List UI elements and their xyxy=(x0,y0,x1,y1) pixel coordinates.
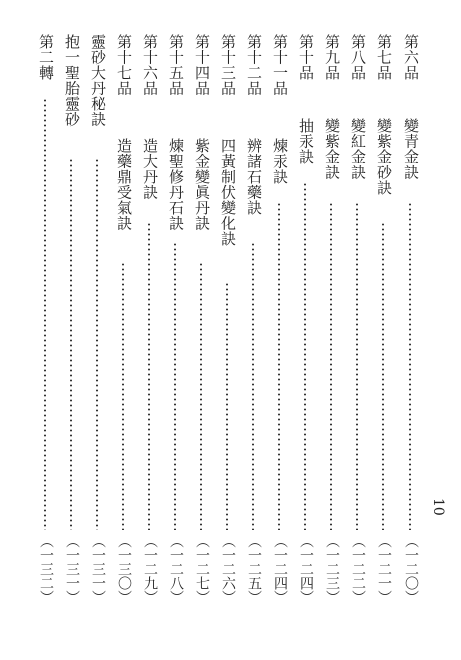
entry-page: （一二〇） xyxy=(403,534,419,604)
dot-leader xyxy=(174,242,176,530)
entry-title: 煉聖修丹石訣 xyxy=(167,138,185,231)
dot-leader xyxy=(382,222,384,530)
entry-title: 第二轉 xyxy=(37,34,55,81)
entry-heading: 第十三品 xyxy=(219,34,237,96)
entry-title: 紫金變眞丹訣 xyxy=(193,138,211,231)
entry-heading: 第十六品 xyxy=(141,34,159,96)
dot-leader xyxy=(278,202,280,530)
dot-leader xyxy=(226,282,228,530)
dot-leader xyxy=(304,182,306,530)
entry-title: 造大丹訣 xyxy=(141,138,159,200)
entry-heading: 第七品 xyxy=(375,34,393,81)
entry-page: （一二五） xyxy=(246,534,262,604)
entry-page: （一二九） xyxy=(142,534,158,604)
entry-heading: 第十一品 xyxy=(271,34,289,96)
entry-page: （一三一） xyxy=(90,534,106,604)
entry-page: （一二四） xyxy=(298,534,314,604)
entry-title: 靈砂大丹秘訣 xyxy=(89,34,107,127)
dot-leader xyxy=(148,222,150,530)
dot-leader xyxy=(330,202,332,530)
dot-leader xyxy=(96,158,98,530)
dot-leader xyxy=(122,262,124,530)
entry-heading: 第十四品 xyxy=(193,34,211,96)
entry-title: 變紅金訣 xyxy=(349,118,367,180)
entry-heading: 第十七品 xyxy=(115,34,133,96)
entry-title: 抱一聖胎靈砂 xyxy=(63,34,81,127)
entry-page: （一二七） xyxy=(194,534,210,604)
entry-page: （一二二） xyxy=(350,534,366,604)
entry-page: （一二一） xyxy=(376,534,392,604)
entry-page: （一三一） xyxy=(64,534,80,604)
dot-leader xyxy=(200,262,202,530)
entry-title: 造藥鼎受氣訣 xyxy=(115,138,133,231)
dot-leader xyxy=(409,202,411,530)
entry-title: 變紫金砂訣 xyxy=(375,118,393,196)
entry-page: （一二八） xyxy=(168,534,184,604)
entry-title: 辨諸石藥訣 xyxy=(245,138,263,216)
entry-title: 四黃制伏變化訣 xyxy=(219,138,237,247)
entry-page: （一二三） xyxy=(324,534,340,604)
dot-leader xyxy=(252,242,254,530)
entry-heading: 第九品 xyxy=(323,34,341,81)
entry-page: （一二四） xyxy=(272,534,288,604)
dot-leader xyxy=(44,98,46,530)
entry-title: 變紫金訣 xyxy=(323,118,341,180)
entry-title: 變青金訣 xyxy=(402,118,420,180)
entry-heading: 第六品 xyxy=(402,34,420,81)
entry-heading: 第八品 xyxy=(349,34,367,81)
entry-heading: 第十五品 xyxy=(167,34,185,96)
entry-page: （一二六） xyxy=(220,534,236,604)
page-number: 10 xyxy=(430,498,446,516)
entry-page: （一三〇） xyxy=(116,534,132,604)
entry-heading: 第十品 xyxy=(297,34,315,81)
dot-leader xyxy=(70,158,72,530)
entry-page: （一三二） xyxy=(38,534,54,604)
entry-title: 抽汞訣 xyxy=(297,118,315,165)
dot-leader xyxy=(356,202,358,530)
entry-title: 煉汞訣 xyxy=(271,138,289,185)
entry-heading: 第十二品 xyxy=(245,34,263,96)
